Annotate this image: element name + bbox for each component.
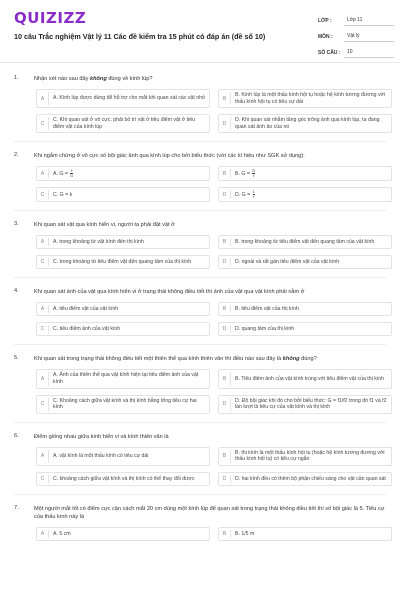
- option-text: C. khoảng cách giữa vật kính và thị kính có thể thay đổi được: [53, 475, 195, 482]
- option-letter: A: [37, 169, 49, 178]
- answer-options: [36, 166, 386, 202]
- option-letter: A: [37, 530, 49, 538]
- option-text: B. Tiêu điểm ảnh của vật kính trùng với tiêu điểm vật của thị kính: [235, 375, 385, 382]
- option-letter: C: [37, 398, 49, 411]
- fraction-numerator: D: [252, 168, 256, 174]
- answer-option-a[interactable]: [36, 527, 210, 541]
- answer-option-a[interactable]: [36, 369, 210, 388]
- answer-option-c[interactable]: [36, 187, 210, 202]
- question-text: Khi quan sát trong trạng thái không điều tiết một thiên thể qua kính thiên văn thì điều nào sau đây là không đúng?: [34, 356, 317, 363]
- option-letter: D: [219, 475, 231, 483]
- option-text: B. trong khoảng từ tiêu điểm vật đến quang tâm của vật kính: [235, 239, 375, 246]
- answer-option-b[interactable]: [218, 89, 392, 108]
- question-text: Khi quan sát ảnh của vật qua kính hiển vi ở trạng thái không điều tiết thì ảnh của vật qua vật kính phải nằm ở: [34, 289, 305, 296]
- fraction-numerator: 1: [252, 189, 255, 195]
- answer-option-c[interactable]: [36, 472, 210, 486]
- option-text: B. 1/5 m: [235, 530, 255, 537]
- answer-options: [36, 447, 386, 486]
- quizizz-logo: QUIZIZZ: [14, 9, 87, 27]
- question-number: 4.: [14, 288, 19, 295]
- option-text: C. Khoảng cách giữa vật kính và thị kính bằng tổng tiêu cự hai kính: [53, 397, 197, 411]
- question-text: Điểm giống nhau giữa kính hiển vi và kính thiên văn là: [34, 433, 169, 440]
- option-text: A. Ảnh của thiên thể qua vật kính hiện tại tiêu điểm ảnh của vật kính: [53, 372, 199, 385]
- question-emphasis: không: [89, 76, 107, 82]
- question-spacer: [0, 423, 400, 433]
- question-text: Khi ngắm chừng ở vô cực số bội giác ảnh qua kính lúp cho bởi biểu thức (với các kí hiệu như SGK sử dụng):: [34, 153, 305, 160]
- option-letter: B: [219, 372, 231, 385]
- answer-options: [36, 89, 386, 133]
- answer-option-d[interactable]: [218, 395, 392, 414]
- option-text: D. Độ bội giác khi đó cho bởi biểu thức: G = f1/f2 trong đó f1 và f2 lần lượt là tiêu cự của vật kính và thị kính: [235, 397, 387, 411]
- option-text: A. G = $\frac{f}{D}$: [53, 168, 74, 179]
- option-letter: C: [37, 117, 49, 130]
- answer-option-b[interactable]: [218, 369, 392, 388]
- answer-option-b[interactable]: [218, 447, 392, 466]
- header-divider: [0, 62, 400, 63]
- fraction-denominator: f: [253, 173, 255, 179]
- option-text: B. Kính lúp là một thấu kính hội tụ hoặc hệ kính tương đương với thấu kính hội tụ có tiêu cự dài: [235, 92, 386, 105]
- question-2: [14, 152, 386, 202]
- question-7: [14, 505, 386, 541]
- answer-option-d[interactable]: [218, 187, 392, 202]
- option-letter: A: [37, 450, 49, 463]
- option-text: D. ngoài và rất gần tiêu điểm vật của vật kính: [235, 259, 340, 266]
- meta-class-row: [318, 10, 394, 26]
- answer-option-b[interactable]: [218, 166, 392, 181]
- option-letter: C: [37, 475, 49, 483]
- answer-option-a[interactable]: [36, 235, 210, 249]
- option-text: C. tiêu điểm ảnh của vật kính: [53, 326, 121, 333]
- option-letter: C: [37, 190, 49, 199]
- option-text: B. G = $\frac{D}{f}$: [235, 168, 256, 179]
- option-fraction: [252, 169, 255, 178]
- worksheet-meta: [318, 10, 394, 58]
- answer-option-b[interactable]: [218, 527, 392, 541]
- question-spacer: [0, 142, 400, 152]
- option-letter: B: [219, 305, 231, 313]
- question-1: [14, 75, 386, 133]
- meta-subject-value: Vật lý: [344, 33, 394, 42]
- option-letter: B: [219, 92, 231, 105]
- option-text: D. G = $\frac{1}{f}$: [235, 189, 255, 200]
- answer-option-c[interactable]: [36, 322, 210, 336]
- question-number: 1.: [14, 75, 19, 81]
- answer-option-d[interactable]: [218, 472, 392, 486]
- option-letter: A: [37, 238, 49, 246]
- question-spacer: [0, 211, 400, 221]
- answer-option-a[interactable]: [36, 166, 210, 181]
- question-number: 3.: [14, 221, 19, 228]
- option-letter: B: [219, 238, 231, 246]
- option-letter: D: [219, 398, 231, 411]
- option-fraction: [253, 190, 255, 199]
- meta-count-value: 10: [344, 49, 394, 58]
- option-text: D. quang tâm của thị kính: [235, 326, 295, 333]
- option-letter: D: [219, 117, 231, 130]
- question-spacer: [0, 495, 400, 505]
- answer-option-d[interactable]: [218, 114, 392, 133]
- answer-option-c[interactable]: [36, 255, 210, 269]
- question-number: 7.: [14, 504, 19, 511]
- option-letter: B: [219, 450, 231, 463]
- question-text: Khi quan sát vật qua kính hiển vi, người ta phải đặt vật ở: [34, 222, 175, 229]
- answer-option-a[interactable]: [36, 89, 210, 108]
- option-letter: B: [219, 530, 231, 538]
- answer-option-d[interactable]: [218, 255, 392, 269]
- option-fraction: [70, 169, 73, 178]
- option-letter: D: [219, 258, 231, 266]
- option-text: C. Khi quan sát ở vô cực, phải bố trí vật ở tiêu điểm vật ở tiêu điểm vật của kính lúp: [53, 117, 195, 130]
- answer-option-b[interactable]: [218, 235, 392, 249]
- option-letter: A: [37, 92, 49, 105]
- option-letter: B: [219, 169, 231, 178]
- meta-class-label: LỚP :: [318, 18, 332, 24]
- question-spacer: [0, 345, 400, 355]
- question-text: Nhận xét nào sau đây không đúng về kính lúp?: [34, 76, 153, 82]
- fraction-numerator: f: [71, 168, 73, 174]
- question-spacer: [0, 278, 400, 288]
- option-text: A. vật kính là một thấu kính có tiêu cự dài: [53, 453, 149, 460]
- question-4: [14, 288, 386, 336]
- answer-options: [36, 369, 386, 413]
- option-letter: C: [37, 325, 49, 333]
- option-text: A. tiêu điểm vật của vật kính: [53, 306, 119, 313]
- answer-option-b[interactable]: [218, 302, 392, 316]
- meta-count-row: [318, 42, 394, 58]
- meta-count-label: SỐ CÂU :: [318, 50, 341, 56]
- option-letter: D: [219, 190, 231, 199]
- answer-option-c[interactable]: [36, 114, 210, 133]
- meta-class-value: Lớp 11: [344, 17, 394, 26]
- answer-option-a[interactable]: [36, 302, 210, 316]
- meta-subject-row: [318, 26, 394, 42]
- option-text: D. hai kính đều có thêm bộ phận chiếu sáng cho vật cần quan sát: [235, 475, 386, 482]
- option-letter: C: [37, 258, 49, 266]
- answer-option-d[interactable]: [218, 322, 392, 336]
- option-text: A. Kính lúp được dùng để hỗ trợ cho mắt khi quan sát các vật nhỏ: [53, 95, 205, 102]
- meta-subject-label: MÔN :: [318, 34, 333, 40]
- worksheet-header: [0, 0, 400, 62]
- option-text: B. thị kính là một thấu kính hội tụ (hoặc hệ kính tương đương với thấu kính hội tụ) có tiêu cự ngắn: [235, 449, 385, 463]
- option-text: C. G = k: [53, 191, 73, 198]
- question-6: [14, 433, 386, 486]
- answer-options: [36, 302, 386, 336]
- fraction-denominator: D: [70, 173, 74, 179]
- question-number: 5.: [14, 355, 19, 362]
- option-text: C. trong khoảng từ tiêu điểm vật đến quang tâm của thị kính: [53, 259, 192, 266]
- worksheet-title: 10 câu Trắc nghiệm Vật lý 11 Các đề kiểm tra 15 phút có đáp án (đề số 10): [14, 32, 266, 41]
- answer-option-a[interactable]: [36, 447, 210, 466]
- option-text: D. Khi quan sát nhằm tăng góc trông ảnh qua kính lúp, ta đang quan sát ảnh ảo của nó: [235, 117, 380, 130]
- question-list: [0, 75, 400, 541]
- question-text: Một người mắt tốt có điểm cực cận cách mắt 20 cm dùng một kính lúp để quan sát trong trạng thái không điều tiết thì số bội giác là 5. Tiêu cự của thấu kính này là: [34, 505, 385, 520]
- option-letter: A: [37, 372, 49, 385]
- option-text: B. tiêu điểm vật của thị kính: [235, 306, 299, 313]
- option-text: A. 5 cm: [53, 530, 71, 537]
- question-3: [14, 221, 386, 269]
- answer-options: [36, 527, 386, 541]
- question-number: 2.: [14, 152, 19, 159]
- option-letter: D: [219, 325, 231, 333]
- question-emphasis: không: [282, 356, 300, 363]
- answer-option-c[interactable]: [36, 395, 210, 414]
- option-letter: A: [37, 305, 49, 313]
- fraction-denominator: f: [253, 194, 255, 200]
- option-text: A. trong khoảng từ vật kính đến thị kính: [53, 239, 144, 246]
- question-5: [14, 355, 386, 413]
- answer-options: [36, 235, 386, 269]
- question-number: 6.: [14, 432, 19, 439]
